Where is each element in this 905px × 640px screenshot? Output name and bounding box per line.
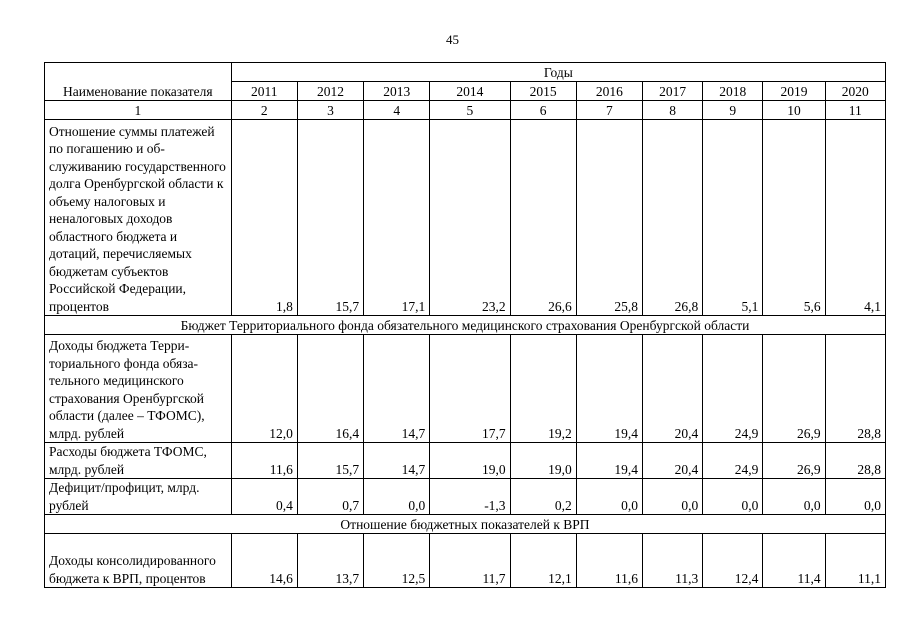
value-cell: 4,1	[825, 120, 885, 316]
value-cell: 12,5	[364, 534, 430, 588]
header-row-col-numbers	[45, 101, 886, 120]
value-cell: 11,6	[231, 443, 297, 479]
value-cell: 26,6	[510, 120, 576, 316]
value-cell: 5,6	[763, 120, 825, 316]
value-cell: 19,4	[576, 335, 642, 443]
column-number-cell: 8	[643, 101, 703, 120]
section-heading-vrp: Отношение бюджетных показателей к ВРП	[45, 515, 886, 534]
column-number-cell: 6	[510, 101, 576, 120]
value-cell: 17,7	[430, 335, 510, 443]
value-cell: 14,6	[231, 534, 297, 588]
year-header-cell: 2014	[430, 82, 510, 101]
value-cell: 15,7	[297, 120, 363, 316]
value-cell: 12,4	[703, 534, 763, 588]
value-cell: 0,7	[297, 479, 363, 515]
value-cell: 1,8	[231, 120, 297, 316]
value-cell: 11,1	[825, 534, 885, 588]
page-number: 45	[446, 32, 459, 47]
year-header-cell: 2019	[763, 82, 825, 101]
value-cell: 11,4	[763, 534, 825, 588]
column-number-cell: 1	[45, 101, 232, 120]
indicator-column-header: Наименование показателя	[45, 63, 232, 101]
value-cell: 26,9	[763, 443, 825, 479]
value-cell: 26,8	[643, 120, 703, 316]
value-cell: 14,7	[364, 335, 430, 443]
table-row	[45, 120, 886, 316]
value-cell: 24,9	[703, 335, 763, 443]
value-cell: 11,6	[576, 534, 642, 588]
value-cell: 20,4	[643, 443, 703, 479]
header-row-top	[45, 63, 886, 82]
value-cell: 12,0	[231, 335, 297, 443]
indicator-label-cell: Отношение суммы платежей по погашению и обслуживанию государственного долга Оренбургской области к объему налоговых и неналоговых доходов областного бюджета и дотаций, перечисляемых бюджетам субъектов Российской Федерации, процентов	[45, 120, 232, 316]
year-header-cell: 2018	[703, 82, 763, 101]
value-cell: 24,9	[703, 443, 763, 479]
value-cell: 28,8	[825, 443, 885, 479]
indicator-label-cell: Расходы бюджета ТФОМС, млрд. рублей	[45, 443, 232, 479]
value-cell: 19,2	[510, 335, 576, 443]
value-cell: 20,4	[643, 335, 703, 443]
section-row	[45, 515, 886, 534]
value-cell: 26,9	[763, 335, 825, 443]
year-header-cell: 2020	[825, 82, 885, 101]
value-cell: 16,4	[297, 335, 363, 443]
years-header: Годы	[231, 63, 885, 82]
value-cell: 12,1	[510, 534, 576, 588]
value-cell: 19,0	[510, 443, 576, 479]
value-cell: 11,3	[643, 534, 703, 588]
value-cell: 0,0	[364, 479, 430, 515]
column-number-cell: 9	[703, 101, 763, 120]
year-header-cell: 2016	[576, 82, 642, 101]
column-number-cell: 3	[297, 101, 363, 120]
indicator-label-cell: Дефицит/профицит, млрд. рублей	[45, 479, 232, 515]
column-number-cell: 11	[825, 101, 885, 120]
value-cell: 11,7	[430, 534, 510, 588]
value-cell: 19,4	[576, 443, 642, 479]
table-row	[45, 534, 886, 588]
table-row	[45, 443, 886, 479]
value-cell: 5,1	[703, 120, 763, 316]
value-cell: 0,2	[510, 479, 576, 515]
budget-indicators-table	[44, 62, 886, 588]
table-row	[45, 479, 886, 515]
column-number-cell: 2	[231, 101, 297, 120]
year-header-cell: 2017	[643, 82, 703, 101]
value-cell: 0,0	[643, 479, 703, 515]
table-row	[45, 335, 886, 443]
value-cell: 0,0	[576, 479, 642, 515]
column-number-cell: 5	[430, 101, 510, 120]
year-header-cell: 2015	[510, 82, 576, 101]
year-header-cell: 2012	[297, 82, 363, 101]
year-header-cell: 2013	[364, 82, 430, 101]
section-heading-tfoms: Бюджет Территориального фонда обязательного медицинского страхования Оренбургской области	[45, 316, 886, 335]
value-cell: 17,1	[364, 120, 430, 316]
value-cell: 0,0	[763, 479, 825, 515]
value-cell: 13,7	[297, 534, 363, 588]
indicator-label-cell: Доходы бюджета Территориального фонда обязательного медицинского страхования Оренбургской области (далее – ТФОМС), млрд. рублей	[45, 335, 232, 443]
column-number-cell: 7	[576, 101, 642, 120]
value-cell: 25,8	[576, 120, 642, 316]
value-cell: 23,2	[430, 120, 510, 316]
section-row	[45, 316, 886, 335]
value-cell: 15,7	[297, 443, 363, 479]
value-cell: 0,0	[703, 479, 763, 515]
indicator-label-cell: Доходы консолидированного бюджета к ВРП, процентов	[45, 534, 232, 588]
column-number-cell: 4	[364, 101, 430, 120]
value-cell: 28,8	[825, 335, 885, 443]
value-cell: 0,0	[825, 479, 885, 515]
value-cell: 0,4	[231, 479, 297, 515]
year-header-cell: 2011	[231, 82, 297, 101]
value-cell: -1,3	[430, 479, 510, 515]
value-cell: 14,7	[364, 443, 430, 479]
value-cell: 19,0	[430, 443, 510, 479]
column-number-cell: 10	[763, 101, 825, 120]
